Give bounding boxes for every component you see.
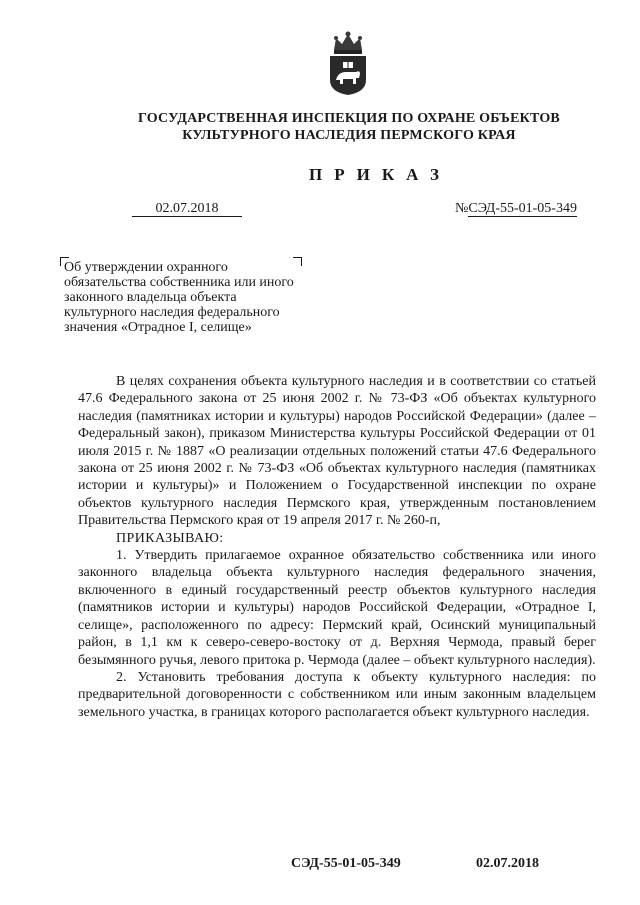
document-type-heading: ПРИКАЗ xyxy=(309,165,451,184)
order-command: ПРИКАЗЫВАЮ: xyxy=(116,530,224,546)
organization-title-line-2: КУЛЬТУРНОГО НАСЛЕДИЯ ПЕРМСКОГО КРАЯ xyxy=(182,128,516,143)
organization-title xyxy=(0,110,640,144)
footer-registration-number: СЭД-55-01-05-349 xyxy=(291,856,401,871)
order-date: 02.07.2018 xyxy=(132,201,242,217)
order-subject: Об утверждении охранного обязательства собственника или иного законного владельца объекта культурного наследия федерального значения «Отрадное I, селище» xyxy=(64,260,294,335)
order-item-2: 2. Установить требования доступа к объекту культурного наследия: по предварительной договоренности с собственником или иным законным владельцем земельного участка, в границах которого располагается объект культурного наследия. xyxy=(78,669,596,720)
footer-registration-date: 02.07.2018 xyxy=(476,856,539,871)
preamble-paragraph: В целях сохранения объекта культурного наследия и в соответствии со статьей 47.6 Федерального закона от 25 июня 2002 г. № 73-ФЗ «Об объектах культурного наследия (памятниках истории и культуры) народов Российской Федерации» (далее – Федеральный закон), приказом Министерства культуры Российской Федерации от 01 июля 2015 г. № 1887 «О реализации отдельных положений статьи 47.6 Федерального закона от 25 июня 2002 г. № 73-ФЗ «Об объектах культурного наследия (памятниках истории и культуры)» и Положением о Государственной инспекции по охране объектов культурного наследия Пермского края, утвержденным постановлением Правительства Пермского края от 19 апреля 2017 г. № 260-п, xyxy=(78,374,596,529)
order-number-sign: № xyxy=(455,201,469,216)
order-item-1: 1. Утвердить прилагаемое охранное обязательство собственника или иного законного владельца объекта культурного наследия федерального значения, включенного в единый государственный реестр объектов культурного наследия (памятников истории и культуры) народов Российской Федерации, «Отрадное I, селище», расположенного по адресу: Пермский край, Осинский муниципальный район, в 1,1 км к северо-северо-востоку от д. Верхняя Чермода, правый берег безымянного ручья, левого притока р. Чермода (далее – объект культурного наследия). xyxy=(78,548,596,668)
order-number xyxy=(455,201,577,216)
order-number-value: СЭД-55-01-05-349 xyxy=(468,201,577,216)
perm-krai-coat-of-arms-icon xyxy=(326,30,370,96)
order-body xyxy=(78,373,596,721)
organization-title-line-1: ГОСУДАРСТВЕННАЯ ИНСПЕКЦИЯ ПО ОХРАНЕ ОБЪЕКТОВ xyxy=(138,111,560,126)
